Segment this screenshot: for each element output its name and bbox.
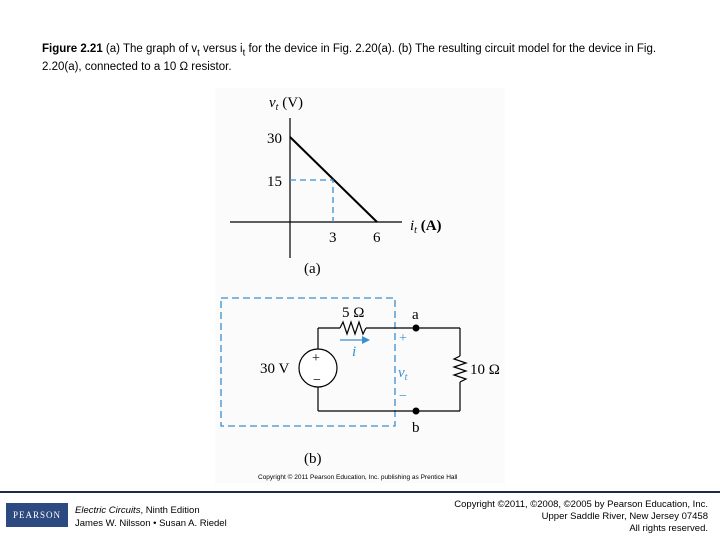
book-edition: , Ninth Edition: [140, 505, 200, 516]
book-info: [75, 504, 227, 530]
resistor-5ohm: [340, 322, 366, 334]
copyright-notice: [454, 499, 708, 535]
pearson-logo: PEARSON: [6, 503, 68, 527]
copyright-line-3: All rights reserved.: [629, 523, 708, 534]
node-b-label: b: [412, 420, 420, 436]
caption-sub-1: t: [197, 47, 200, 59]
dashed-guide: [290, 180, 333, 222]
terminal-a: [413, 325, 420, 332]
x-tick-3: 3: [329, 230, 337, 246]
source-plus: +: [312, 351, 320, 366]
source-label: 30 V: [260, 361, 290, 377]
load-resistor-label: 10 Ω: [470, 362, 500, 378]
x-tick-6: 6: [373, 230, 381, 246]
caption-sub-2: t: [242, 47, 246, 59]
y-axis-label: $v_t$ (V): [269, 95, 304, 113]
figure-credit: Copyright © 2011 Pearson Education, Inc. publishing as Prentice Hall: [258, 474, 458, 481]
vt-plus: +: [399, 331, 407, 346]
part-b-label: (b): [304, 451, 322, 467]
current-label: i: [352, 344, 357, 360]
part-a-label: (a): [304, 261, 321, 277]
copyright-line-2: Upper Saddle River, New Jersey 07458: [541, 511, 708, 522]
resistor-10ohm: [454, 356, 466, 382]
y-tick-15: 15: [267, 174, 282, 190]
figure-number: Figure 2.21: [42, 43, 103, 55]
current-arrowhead: [362, 336, 370, 344]
graph-a: [230, 95, 442, 277]
book-authors: James W. Nilsson • Susan A. Riedel: [75, 518, 227, 529]
y-tick-30: 30: [267, 131, 282, 147]
x-axis-label: $i_t$ (A): [410, 218, 442, 236]
book-title: Electric Circuits: [75, 505, 141, 516]
caption-text-1: (a) The graph of v: [102, 43, 198, 55]
caption-text-3: for the device in Fig. 2.20(a). (b) The resulting circuit model for the device in Fig. 2.20(a), connected to a 10 Ω resistor.: [42, 43, 657, 74]
source-minus: −: [313, 373, 321, 388]
terminal-b: [413, 408, 420, 415]
copyright-line-1: Copyright ©2011, ©2008, ©2005 by Pearson Education, Inc.: [454, 499, 708, 510]
caption-text-2: versus i: [199, 43, 243, 55]
circuit-b: [221, 298, 500, 467]
node-a-label: a: [412, 307, 419, 323]
book-title-line: [75, 504, 227, 517]
vt-label: $v_t$: [398, 365, 408, 383]
series-resistor-label: 5 Ω: [342, 305, 365, 321]
vt-minus: −: [399, 389, 407, 404]
footer-rule: [0, 491, 720, 493]
